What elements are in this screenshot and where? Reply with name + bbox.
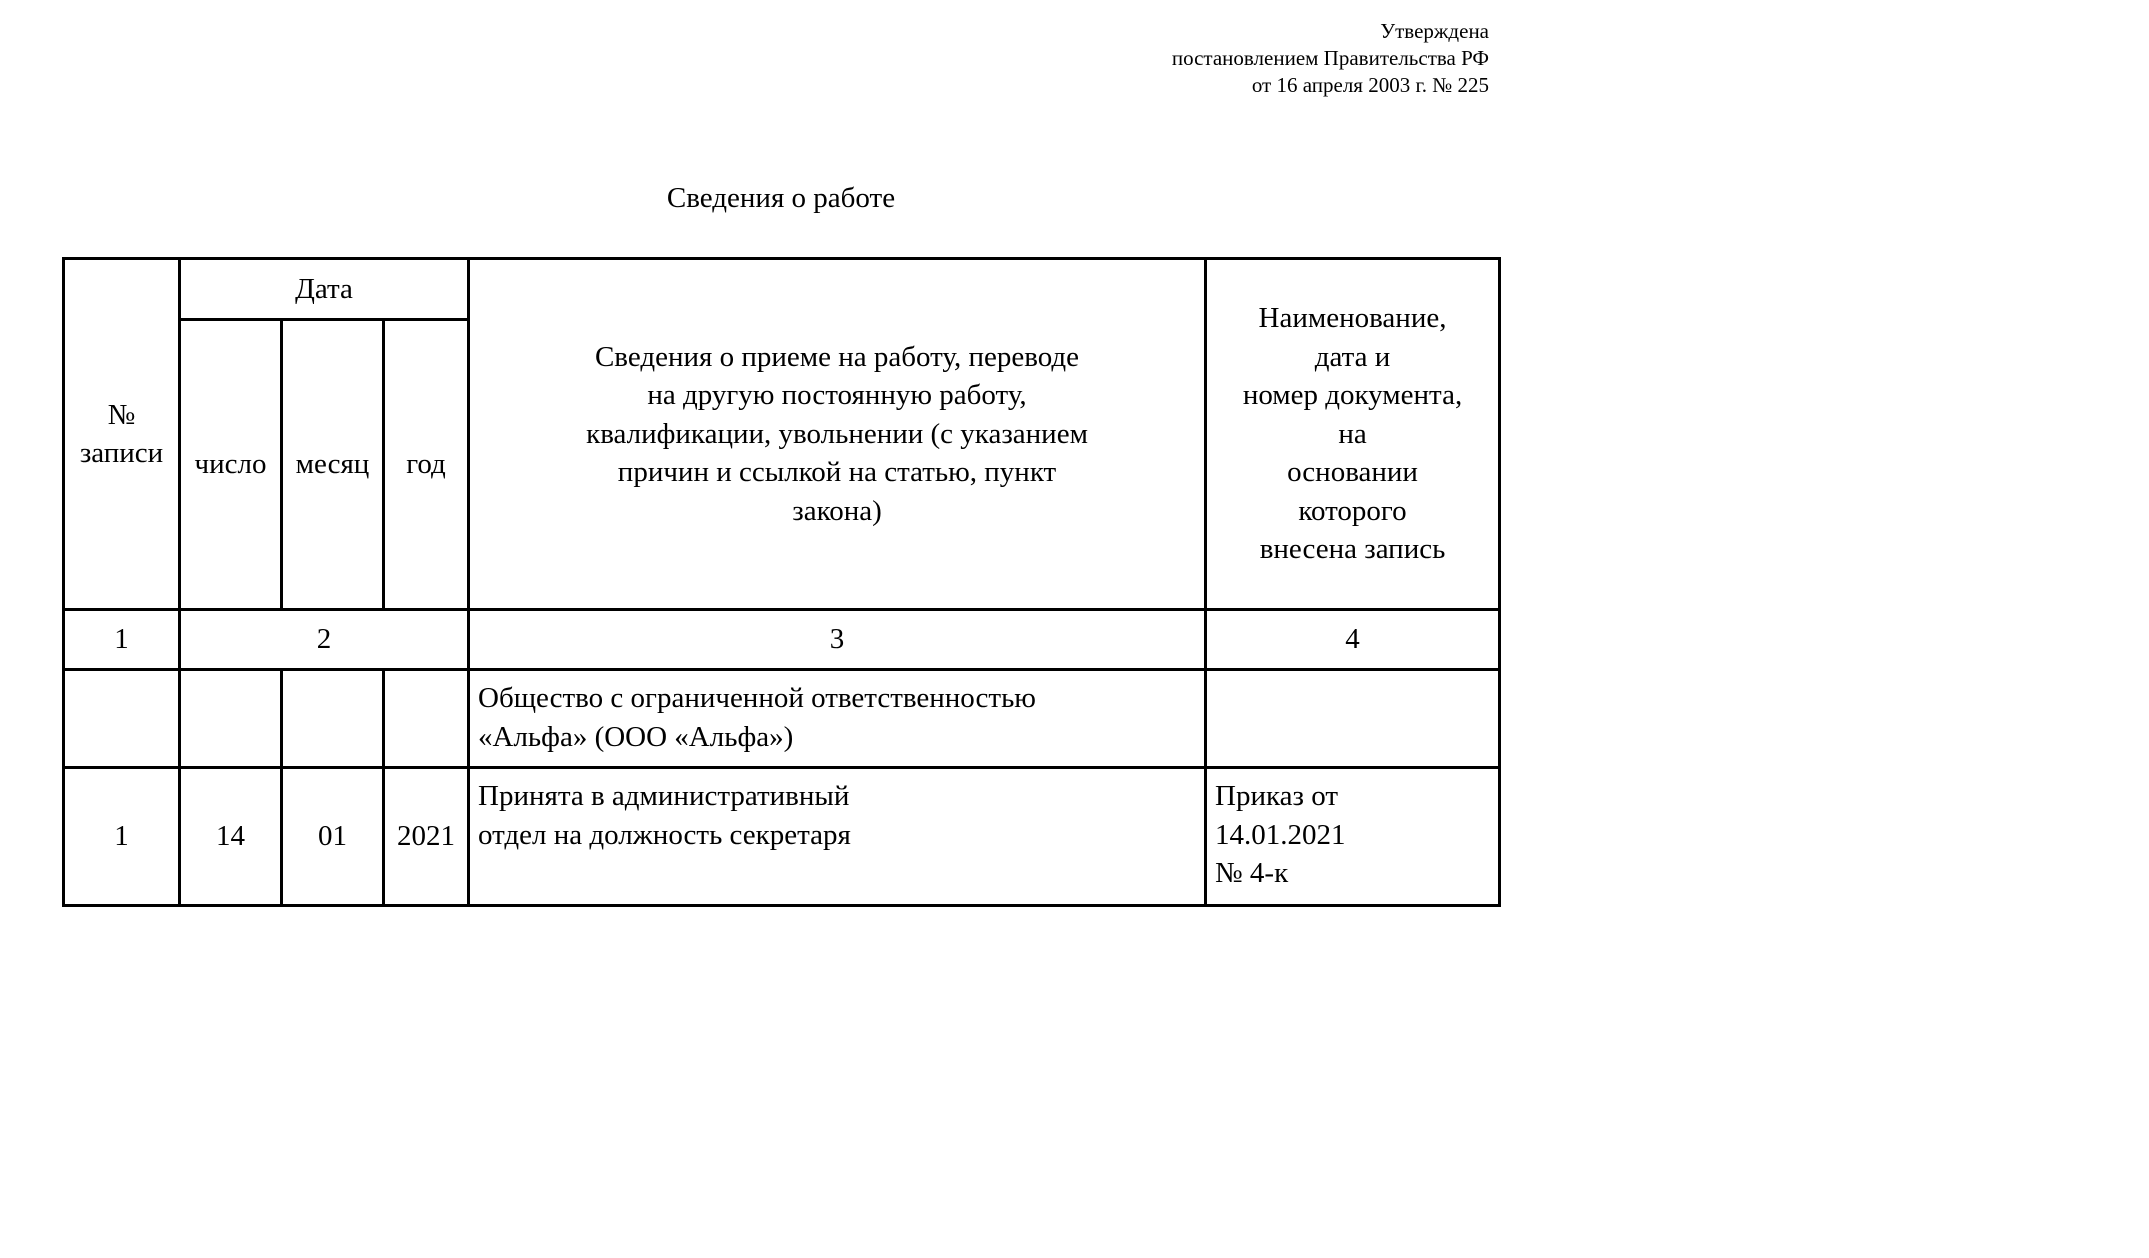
header-record-no bbox=[64, 259, 180, 610]
approval-line-3: от 16 апреля 2003 г. № 225 bbox=[1251, 73, 1489, 97]
column-number-4: 4 bbox=[1206, 610, 1500, 670]
header-document-line-3: номер документа, bbox=[1242, 379, 1463, 412]
header-year: год bbox=[384, 320, 469, 610]
column-number-1: 1 bbox=[64, 610, 180, 670]
row-record-no: 1 bbox=[64, 768, 180, 906]
header-record-no-line-1: № bbox=[107, 398, 136, 431]
header-info bbox=[469, 259, 1206, 610]
header-document-line-5: основании bbox=[1287, 456, 1418, 489]
header-info-line-2: на другую постоянную работу, bbox=[647, 379, 1027, 412]
row-year: 2021 bbox=[384, 768, 469, 906]
header-month: месяц bbox=[282, 320, 384, 610]
document-title: Сведения о работе bbox=[666, 182, 896, 214]
org-row-record-no bbox=[64, 670, 180, 768]
header-info-line-5: закона) bbox=[792, 494, 882, 527]
header-document-line-1: Наименование, bbox=[1258, 302, 1447, 335]
header-document-line-6: которого bbox=[1298, 494, 1407, 527]
org-row-info bbox=[469, 670, 1206, 768]
row-info-line-1: Принята в административный bbox=[478, 780, 850, 812]
header-info-line-3: квалификации, увольнении (с указанием bbox=[586, 417, 1088, 450]
org-row-document bbox=[1206, 670, 1500, 768]
row-info-line-2: отдел на должность секретаря bbox=[478, 818, 851, 851]
approval-stamp bbox=[1172, 18, 1489, 99]
row-document-line-2: 14.01.2021 bbox=[1215, 818, 1346, 851]
org-row-info-line-2: «Альфа» (ООО «Альфа») bbox=[478, 720, 794, 753]
row-document-line-3: № 4-к bbox=[1215, 857, 1289, 889]
header-record-no-line-2: записи bbox=[79, 437, 164, 469]
header-document bbox=[1206, 259, 1500, 610]
row-info bbox=[469, 768, 1206, 906]
column-number-2: 2 bbox=[180, 610, 469, 670]
org-row-day bbox=[180, 670, 282, 768]
header-info-line-4: причин и ссылкой на статью, пункт bbox=[617, 456, 1057, 489]
row-document-line-1: Приказ от bbox=[1215, 780, 1338, 812]
column-number-3: 3 bbox=[469, 610, 1206, 670]
header-day: число bbox=[180, 320, 282, 610]
org-row-year bbox=[384, 670, 469, 768]
header-info-line-1: Сведения о приеме на работу, переводе bbox=[594, 340, 1080, 373]
approval-line-1: Утверждена bbox=[1380, 19, 1489, 43]
table-row bbox=[64, 768, 1500, 906]
org-row-info-line-1: Общество с ограниченной ответственностью bbox=[478, 682, 1036, 714]
header-date: Дата bbox=[180, 259, 469, 320]
header-document-line-4: на bbox=[1338, 417, 1367, 450]
org-row-month bbox=[282, 670, 384, 768]
row-month: 01 bbox=[282, 768, 384, 906]
header-document-line-2: дата и bbox=[1314, 340, 1391, 373]
work-record-table bbox=[62, 257, 1501, 907]
row-day: 14 bbox=[180, 768, 282, 906]
header-document-line-7: внесена запись bbox=[1259, 533, 1446, 566]
row-document bbox=[1206, 768, 1500, 906]
approval-line-2: постановлением Правительства РФ bbox=[1171, 46, 1489, 70]
